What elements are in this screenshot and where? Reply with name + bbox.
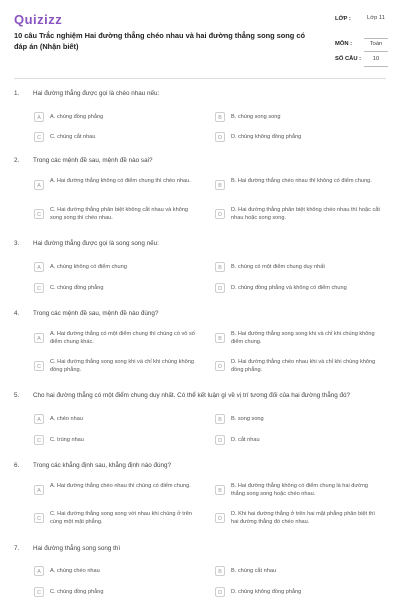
document-title: 10 câu Trắc nghiệm Hai đường thẳng chéo nhau và hai đường thẳng song song có đáp án (Nhận biết) bbox=[14, 31, 306, 51]
question-number: 6. bbox=[14, 462, 20, 469]
option-text: B. chúng có một điểm chung duy nhất bbox=[231, 264, 325, 270]
option-text: C. Hai đường thẳng phân biệt không cắt nhau và không song song thì chéo nhau. bbox=[50, 207, 189, 221]
class-label: LỚP : bbox=[335, 16, 351, 22]
count-label: SỐ CÂU : bbox=[335, 56, 362, 62]
option-text: D. chúng đồng phẳng và không có điểm chung bbox=[231, 285, 347, 291]
option-letter-badge: B bbox=[215, 262, 225, 272]
worksheet-header bbox=[0, 0, 400, 76]
option-letter-badge: A bbox=[34, 112, 44, 122]
question-number: 1. bbox=[14, 90, 20, 97]
question-number: 5. bbox=[14, 392, 20, 399]
option-letter-badge: C bbox=[34, 283, 44, 293]
option-text: B. song song bbox=[231, 416, 264, 422]
question-text: Trong các mệnh đề sau, mệnh đề nào sai? bbox=[33, 157, 153, 164]
option-letter-badge: D bbox=[215, 361, 225, 371]
quizizz-logo: Quizizz bbox=[14, 12, 63, 27]
subject-label: MÔN : bbox=[335, 41, 353, 47]
class-value: Lớp 11 bbox=[367, 15, 385, 21]
count-underline bbox=[364, 66, 388, 67]
option-letter-badge: B bbox=[215, 333, 225, 343]
option-letter-badge: C bbox=[34, 435, 44, 445]
option-letter-badge: C bbox=[34, 209, 44, 219]
option-text: A. chéo nhau bbox=[50, 416, 83, 422]
class-underline bbox=[364, 38, 388, 39]
count-value: 10 bbox=[372, 56, 380, 62]
option-text: D. chúng không đồng phẳng bbox=[231, 589, 302, 595]
question-text: Hai đường thẳng song song thì bbox=[33, 545, 121, 552]
option-letter-badge: C bbox=[34, 513, 44, 523]
subject-underline bbox=[364, 51, 388, 52]
option-text: D. Hai đường thẳng chéo nhau khi và chỉ khi chúng không đồng phẳng. bbox=[231, 359, 376, 373]
option-letter-badge: A bbox=[34, 414, 44, 424]
option-letter-badge: C bbox=[34, 587, 44, 597]
option-text: A. Hai đường thẳng có một điểm chung thì chúng có vô số điểm chung khác. bbox=[50, 331, 195, 345]
option-text: C. chúng cắt nhau bbox=[50, 134, 96, 140]
option-letter-badge: A bbox=[34, 333, 44, 343]
option-letter-badge: C bbox=[34, 361, 44, 371]
question-text: Cho hai đường thẳng có một điểm chung duy nhất. Có thể kết luận gì về vị trí tương đối của hai đường thẳng đó? bbox=[33, 392, 350, 399]
option-text: B. Hai đường thẳng song song khi và chỉ khi chúng không điểm chung. bbox=[231, 331, 375, 345]
question-number: 2. bbox=[14, 157, 20, 164]
option-text: C. trùng nhau bbox=[50, 437, 84, 443]
option-letter-badge: D bbox=[215, 435, 225, 445]
option-letter-badge: C bbox=[34, 132, 44, 142]
question-text: Trong các khẳng định sau, khẳng định nào đúng? bbox=[33, 462, 172, 469]
option-text: B. Hai đường thẳng không có điểm chung là hai đường thẳng song song hoặc chéo nhau. bbox=[231, 483, 369, 497]
option-text: C. chúng đồng phẳng bbox=[50, 589, 104, 595]
option-text: A. chúng đồng phẳng bbox=[50, 114, 104, 120]
option-text: A. chúng chéo nhau bbox=[50, 568, 100, 574]
option-text: D. Hai đường thẳng phân biệt không chéo nhau thì hoặc cắt nhau hoặc song song. bbox=[231, 207, 380, 221]
option-letter-badge: B bbox=[215, 485, 225, 495]
option-text: C. chúng đồng phẳng bbox=[50, 285, 104, 291]
header-divider bbox=[14, 78, 386, 79]
option-text: D. cắt nhau bbox=[231, 437, 260, 443]
option-letter-badge: A bbox=[34, 262, 44, 272]
option-text: D. chúng không đồng phẳng bbox=[231, 134, 302, 140]
question-text: Trong các mệnh đề sau, mệnh đề nào đúng? bbox=[33, 310, 159, 317]
option-letter-badge: D bbox=[215, 209, 225, 219]
option-letter-badge: D bbox=[215, 587, 225, 597]
question-text: Hai đường thẳng được gọi là song song nếu: bbox=[33, 240, 159, 247]
option-text: A. Hai đường thẳng không có điểm chung thì chéo nhau. bbox=[50, 178, 191, 184]
question-number: 3. bbox=[14, 240, 20, 247]
question-number: 7. bbox=[14, 545, 20, 552]
option-letter-badge: B bbox=[215, 180, 225, 190]
option-letter-badge: D bbox=[215, 513, 225, 523]
subject-value: Toán bbox=[369, 41, 383, 47]
option-letter-badge: A bbox=[34, 485, 44, 495]
question-text: Hai đường thẳng được gọi là chéo nhau nếu: bbox=[33, 90, 160, 97]
option-letter-badge: A bbox=[34, 180, 44, 190]
option-text: A. chúng không có điểm chung bbox=[50, 264, 127, 270]
option-letter-badge: D bbox=[215, 283, 225, 293]
option-letter-badge: D bbox=[215, 132, 225, 142]
option-text: A. Hai đường thẳng chéo nhau thì chúng có điểm chung. bbox=[50, 483, 191, 489]
option-letter-badge: A bbox=[34, 566, 44, 576]
option-text: B. chúng song song bbox=[231, 114, 281, 120]
option-letter-badge: B bbox=[215, 112, 225, 122]
option-letter-badge: B bbox=[215, 414, 225, 424]
option-text: C. Hai đường thẳng song song khi và chỉ khi chúng không đồng phẳng. bbox=[50, 359, 194, 373]
option-text: B. chúng cắt nhau bbox=[231, 568, 277, 574]
option-letter-badge: B bbox=[215, 566, 225, 576]
option-text: C. Hai đường thẳng song song với nhau khi chúng ở trên cùng một mặt phẳng. bbox=[50, 511, 192, 525]
question-number: 4. bbox=[14, 310, 20, 317]
option-text: B. Hai đường thẳng chéo nhau thì không có điểm chung. bbox=[231, 178, 372, 184]
option-text: D. Khi hai đường thẳng ở trên hai mặt phẳng phân biệt thì hai đường thẳng đó chéo nhau. bbox=[231, 511, 375, 525]
